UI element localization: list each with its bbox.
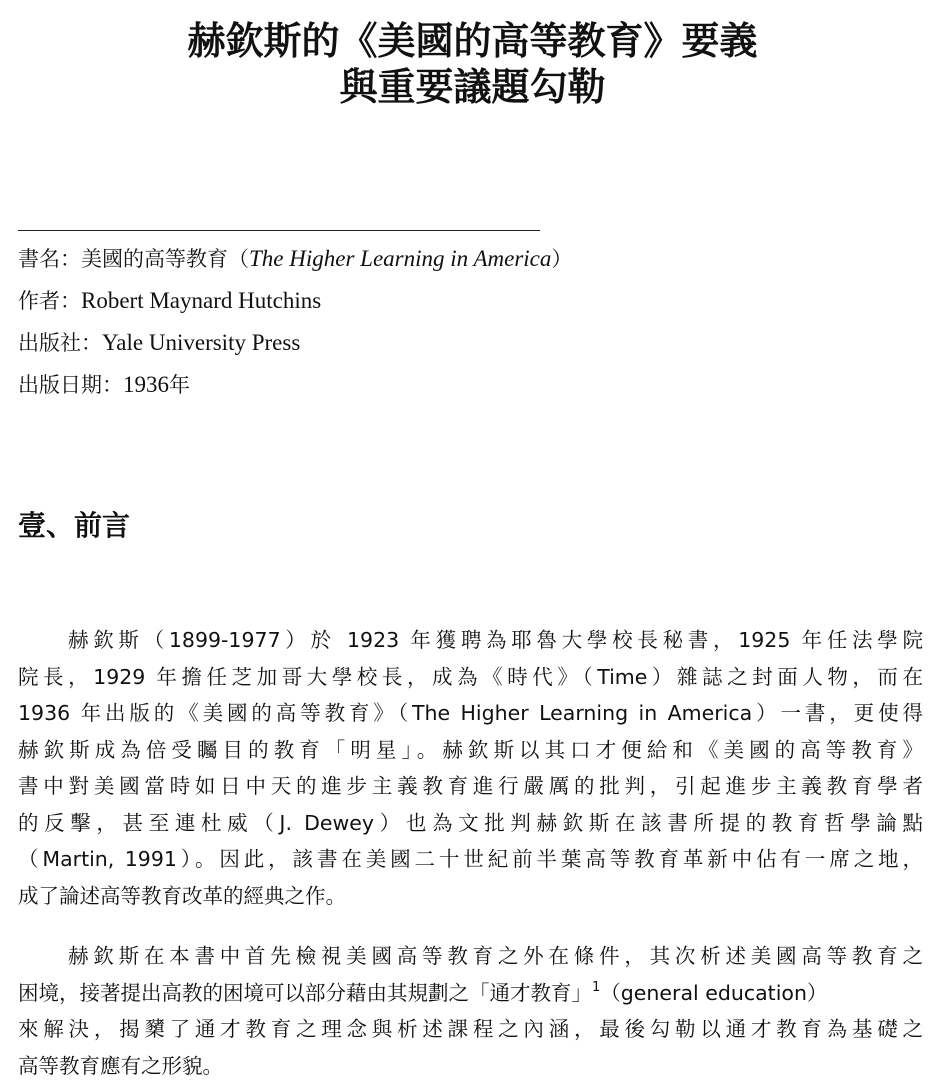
book-title-row: [18, 238, 918, 280]
paragraph-line: 院長，1929 年擔任芝加哥大學校長，成為《時代》（Time）雜誌之封面人物，而在: [18, 664, 923, 689]
book-title-en: The Higher Learning in America: [249, 246, 552, 271]
paragraph-line: 1936 年出版的《美國的高等教育》（The Higher Learning in America）一書，更使得: [18, 701, 923, 725]
paragraph-1: [18, 622, 923, 914]
paragraph-line: 赫欽斯在本書中首先檢視美國高等教育之外在條件，其次析述美國高等教育之: [68, 944, 923, 968]
author-value: Robert Maynard Hutchins: [81, 288, 322, 313]
date-row: [18, 364, 918, 406]
date-key: 出版日期：: [18, 373, 123, 397]
title-line-1: 赫欽斯的《美國的高等教育》要義: [187, 19, 758, 63]
date-number: 1936: [123, 372, 169, 397]
paragraph-line: 成了論述高等教育改革的經典之作。: [18, 883, 346, 908]
author-key: 作者：: [18, 289, 81, 313]
document-title: [0, 18, 945, 110]
paragraph-line: 來解決，揭櫫了通才教育之理念與析述課程之內涵，最後勾勒以通才教育為基礎之: [18, 1017, 923, 1041]
book-title-close: ）: [551, 247, 573, 271]
paragraph-line: 的反擊，甚至連杜威（J. Dewey）也為文批判赫欽斯在該書所提的教育哲學論點: [18, 810, 923, 835]
paragraph-line: 高等教育應有之形貌。: [18, 1053, 223, 1078]
paragraph-line: 書中對美國當時如日中天的進步主義教育進行嚴厲的批判，引起進步主義教育學者: [18, 774, 923, 798]
book-title-key: 書名：: [18, 247, 81, 271]
paragraph-text: 困境，接著提出高教的困境可以部分藉由其規劃之「通才教育」: [18, 980, 592, 1005]
date-suffix: 年: [169, 373, 190, 397]
section-heading: 壹、前言: [18, 509, 131, 542]
publisher-key: 出版社：: [18, 331, 102, 355]
paragraph-line: （Martin, 1991）。因此，該書在美國二十世紀前半葉高等教育革新中佔有一席之地，: [18, 847, 923, 871]
separator-rule: [18, 230, 540, 231]
paragraph-text: （general education）: [600, 980, 828, 1005]
paragraph-line: 赫欽斯成為倍受矚目的教育「明星」。赫欽斯以其口才便給和《美國的高等教育》: [18, 737, 923, 762]
footnote-marker[interactable]: 1: [592, 979, 601, 995]
author-row: [18, 280, 918, 322]
paragraph-line-with-footnote: [18, 975, 923, 1012]
title-line-2: 與重要議題勾勒: [339, 65, 606, 109]
publisher-value: Yale University Press: [102, 330, 301, 355]
book-title-cjk: 美國的高等教育（: [81, 247, 249, 271]
paragraph-2: [18, 938, 923, 1084]
book-info: [18, 238, 918, 406]
publisher-row: [18, 322, 918, 364]
paragraph-line: 赫欽斯（1899-1977）於 1923 年獲聘為耶魯大學校長秘書，1925 年任法學院: [68, 628, 923, 652]
